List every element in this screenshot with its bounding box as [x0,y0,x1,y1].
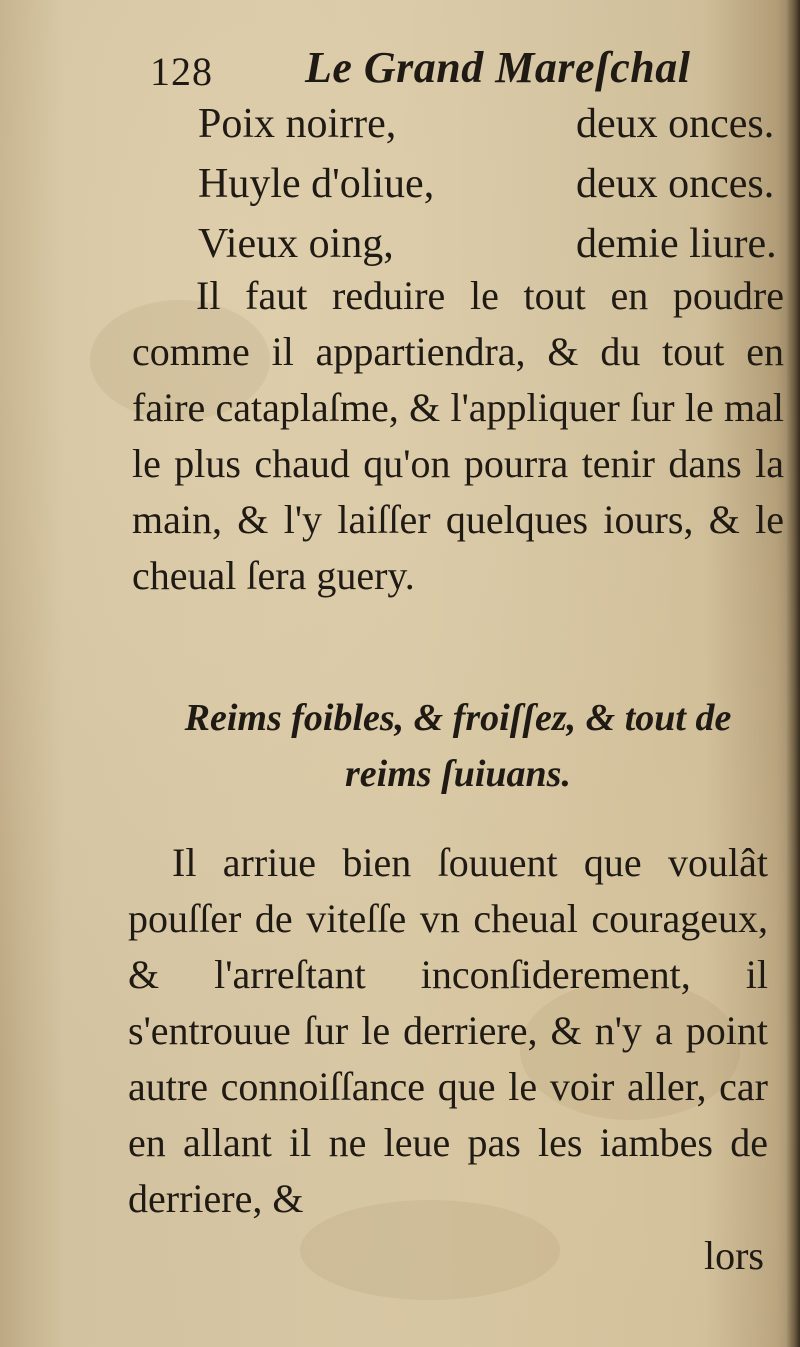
ingredient-name: Poix noirre, [198,101,397,147]
page-number: 128 [150,49,213,94]
page-header [150,42,710,102]
instruction-paragraph: Il faut reduire le tout en poudre comme il appartiendra, & du tout en faire cataplaſme, & l'appliquer ſur le mal le plus chaud qu'on pourra tenir dans la main, & l'y laiſſer quelques iours, & le cheual ſera guery. [132,273,784,598]
ingredient-list [198,100,798,280]
ingredient-quantity: demie liure. [576,221,777,267]
book-gutter-shadow [786,0,800,1347]
ingredient-row [198,160,798,220]
catchword: lors [704,1233,764,1278]
running-title: Le Grand Mareſchal [305,43,691,92]
ingredient-quantity: deux onces. [576,101,775,147]
ingredient-quantity: deux onces. [576,161,775,207]
ingredient-name: Vieux oing, [198,221,394,267]
ingredient-row [198,100,798,160]
body-paragraph: Il arriue bien ſouuent que voulât pouſſer de viteſſe vn cheual courageux, & l'arreſtant inconſiderement, il s'entrouue ſur le derriere, & n'y a point autre connoiſſance que le voir aller, car en allant il ne leue pas les iambes de derriere, & [128,840,768,1221]
ingredient-name: Huyle d'oliue, [198,161,435,207]
section-heading: Reims foibles, & froiſſez, & tout de reims ſuiuans. [184,697,732,795]
